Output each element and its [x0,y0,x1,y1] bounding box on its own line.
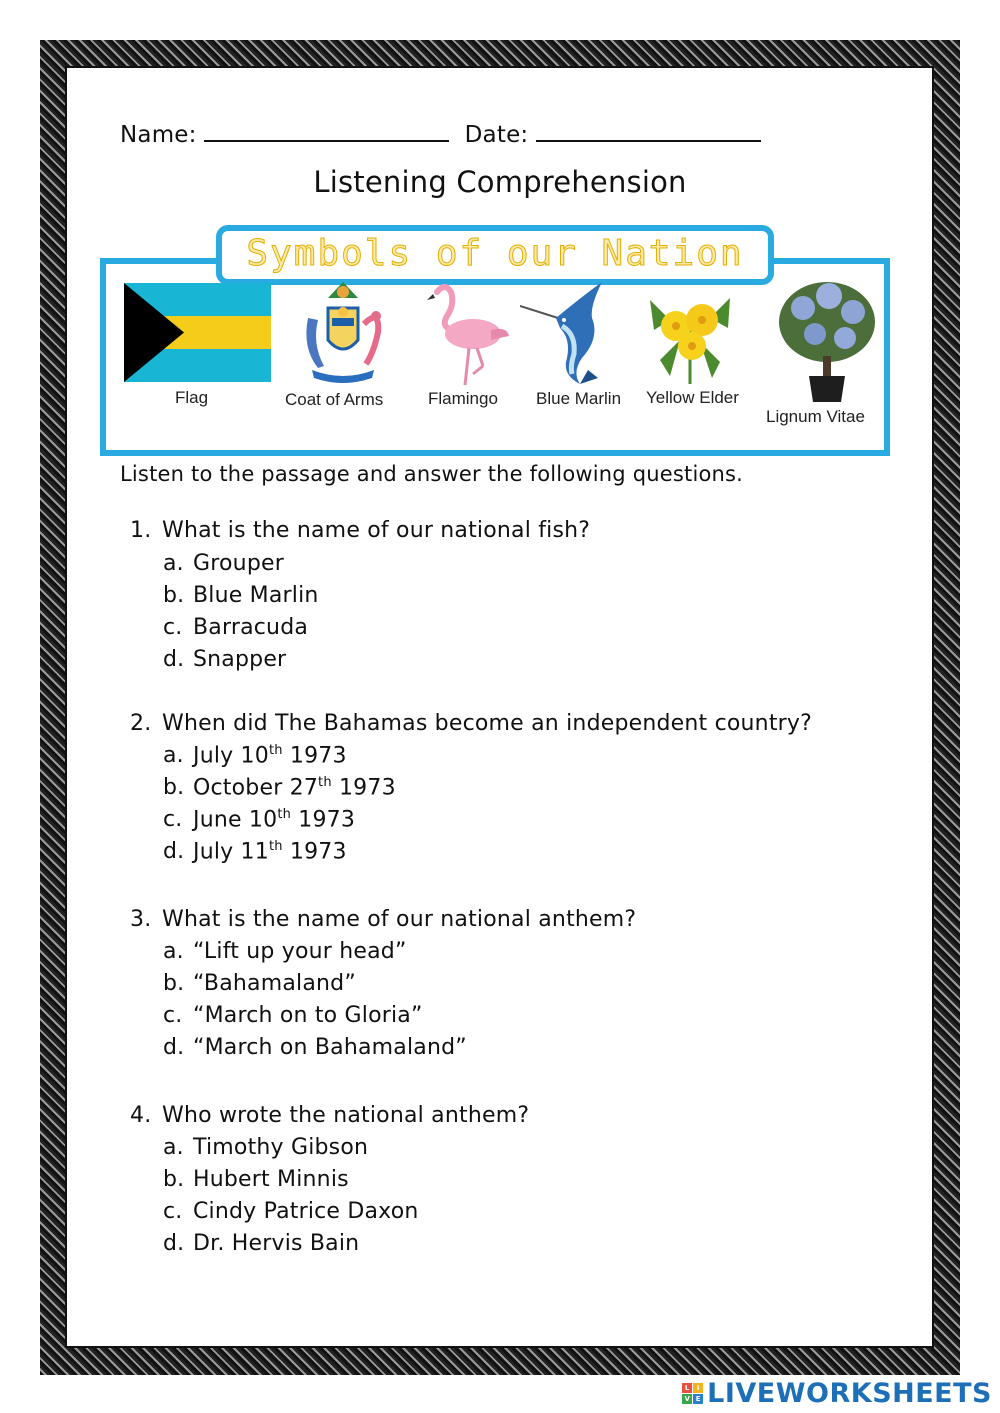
option-letter: b. [163,971,185,996]
option-text: “Lift up your head” [193,939,407,964]
option-text: Hubert Minnis [193,1167,349,1192]
option-4c[interactable] [163,1199,419,1224]
question-3 [130,907,636,932]
option-2c[interactable] [163,807,355,832]
page-title: Listening Comprehension [313,165,687,199]
symbol-label-lignum-vitae: Lignum Vitae [766,407,865,426]
blue-marlin-icon [520,278,612,386]
option-4d[interactable] [163,1231,359,1256]
option-2d[interactable] [163,839,347,864]
option-date-suffix: th [318,775,332,790]
question-number: 1. [130,518,152,543]
question-1 [130,518,590,543]
option-text: Barracuda [193,615,309,640]
option-date-day: July 11 [193,839,269,865]
date-field[interactable] [536,118,761,142]
option-letter: c. [163,1199,183,1224]
option-letter: d. [163,1035,185,1060]
option-date-year: 1973 [282,743,347,769]
option-text: Blue Marlin [193,583,319,608]
symbols-title: Symbols of our Nation [246,233,744,274]
logo-letter: L [682,1383,692,1393]
option-text: Snapper [193,647,287,672]
option-date-day: July 10 [193,743,269,769]
option-letter: b. [163,775,185,801]
option-letter: c. [163,1003,183,1028]
question-text: What is the name of our national anthem? [162,907,637,932]
yellow-elder-flower-icon [640,280,740,385]
symbol-label-yellow-elder: Yellow Elder [646,388,739,407]
question-text: What is the name of our national fish? [162,518,591,543]
liveworksheets-logo-icon [682,1383,703,1404]
logo-letter: V [682,1394,692,1404]
symbol-label-flamingo: Flamingo [428,389,498,408]
option-text: Cindy Patrice Daxon [193,1199,419,1224]
name-field[interactable] [204,118,449,142]
coat-of-arms-icon [298,278,388,388]
symbols-title-box [216,225,774,285]
option-letter: d. [163,647,185,672]
option-3a[interactable] [163,939,407,964]
name-label: Name: [120,122,197,148]
option-date-day: October 27 [193,775,319,801]
option-text: “March on Bahamaland” [193,1035,467,1060]
bahamas-flag-icon [124,283,271,382]
option-1a[interactable] [163,551,284,576]
flamingo-icon [425,282,510,387]
instructions-text: Listen to the passage and answer the following questions. [120,462,744,486]
question-2 [130,711,812,736]
option-letter: d. [163,839,185,865]
lignum-vitae-tree-icon [775,278,880,403]
option-3c[interactable] [163,1003,423,1028]
symbol-label-flag: Flag [175,388,209,407]
logo-letter: E [693,1394,703,1404]
option-text: “March on to Gloria” [193,1003,423,1028]
option-1d[interactable] [163,647,286,672]
option-letter: a. [163,551,184,576]
question-number: 4. [130,1103,152,1128]
option-date-year: 1973 [282,839,347,865]
option-3d[interactable] [163,1035,467,1060]
option-letter: b. [163,583,185,608]
question-number: 3. [130,907,152,932]
option-date-suffix: th [277,807,292,822]
liveworksheets-brand[interactable] [682,1378,992,1408]
option-4b[interactable] [163,1167,349,1192]
option-date-day: June 10 [193,807,278,833]
option-text: Timothy Gibson [193,1135,369,1160]
name-date-line [120,118,761,148]
option-date-year: 1973 [331,775,396,801]
option-2a[interactable] [163,743,347,768]
liveworksheets-wordmark: LIVEWORKSHEETS [707,1377,992,1409]
option-letter: b. [163,1167,185,1192]
option-date-suffix: th [268,839,283,854]
option-letter: a. [163,1135,184,1160]
option-text: “Bahamaland” [193,971,356,996]
option-2b[interactable] [163,775,396,800]
option-text: Dr. Hervis Bain [193,1231,360,1256]
option-3b[interactable] [163,971,356,996]
option-text: Grouper [193,551,284,576]
option-1c[interactable] [163,615,308,640]
option-date-year: 1973 [291,807,356,833]
option-date-suffix: th [268,743,283,758]
symbol-label-coat-of-arms: Coat of Arms [285,390,384,409]
option-letter: d. [163,1231,185,1256]
question-text: Who wrote the national anthem? [162,1103,530,1128]
logo-letter: I [693,1383,703,1393]
question-text: When did The Bahamas become an independent country? [162,711,812,736]
question-4 [130,1103,529,1128]
date-label: Date: [464,122,529,148]
question-number: 2. [130,711,152,736]
option-1b[interactable] [163,583,319,608]
option-letter: a. [163,743,184,769]
option-4a[interactable] [163,1135,368,1160]
option-letter: a. [163,939,184,964]
option-letter: c. [163,807,183,833]
symbol-label-blue-marlin: Blue Marlin [536,389,622,408]
option-letter: c. [163,615,183,640]
